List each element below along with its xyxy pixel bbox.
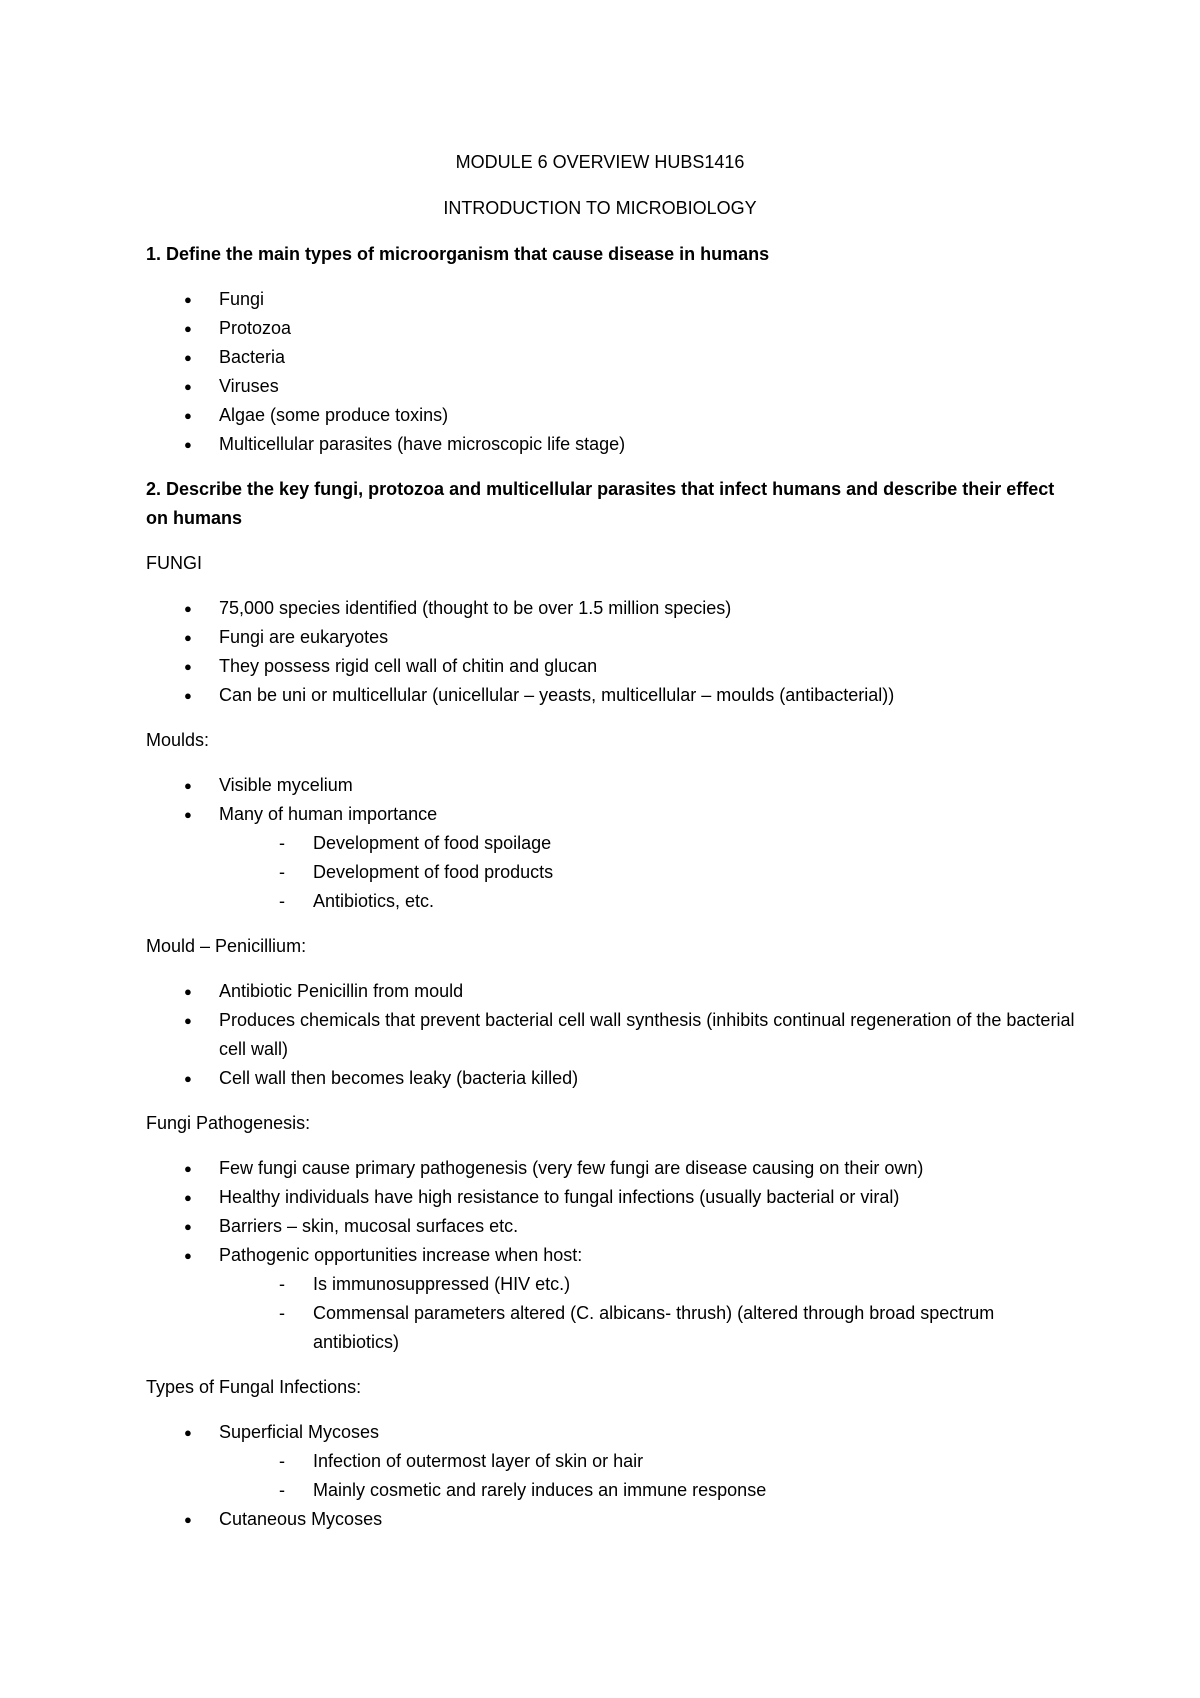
list-item: ● They possess rigid cell wall of chitin and glucan <box>146 652 1080 681</box>
dash-icon: - <box>279 1303 285 1323</box>
q1-list <box>146 285 1080 459</box>
sub-list-item: - Development of food spoilage <box>146 829 1080 858</box>
list-item: ● Visible mycelium <box>146 771 1080 800</box>
bullet-icon: ● <box>184 1190 192 1205</box>
sub-list-item: - Antibiotics, etc. <box>146 887 1080 916</box>
list-item: ● Many of human importance <box>146 800 1080 829</box>
moulds-label: Moulds: <box>146 730 210 750</box>
bullet-icon: ● <box>184 408 192 423</box>
list-item: ● Viruses <box>146 372 1080 401</box>
dash-icon: - <box>279 1480 285 1500</box>
dash-icon: - <box>279 833 285 853</box>
list-item: ● Pathogenic opportunities increase when host: <box>146 1241 1080 1270</box>
dash-icon: - <box>279 891 285 911</box>
list-item: ● Multicellular parasites (have microscopic life stage) <box>146 430 1080 459</box>
sub-list-item: - Commensal parameters altered (C. albicans- thrush) (altered through broad spectrum antibiotics) <box>146 1299 1080 1357</box>
bullet-icon: ● <box>184 984 192 999</box>
sub-list-item: - Infection of outermost layer of skin or hair <box>146 1447 1080 1476</box>
bullet-icon: ● <box>184 1013 192 1028</box>
fungi-list <box>146 594 1080 710</box>
fungi-label: FUNGI <box>146 553 202 573</box>
bullet-icon: ● <box>184 292 192 307</box>
list-item: ● Protozoa <box>146 314 1080 343</box>
types-label: Types of Fungal Infections: <box>146 1377 362 1397</box>
dash-icon: - <box>279 1274 285 1294</box>
list-item: ● Produces chemicals that prevent bacterial cell wall synthesis (inhibits continual regeneration of the bacterial cell wall) <box>146 1006 1080 1064</box>
list-item: ● Healthy individuals have high resistance to fungal infections (usually bacterial or viral) <box>146 1183 1080 1212</box>
bullet-icon: ● <box>184 1512 192 1527</box>
bullet-icon: ● <box>184 1071 192 1086</box>
sub-list-item: - Development of food products <box>146 858 1080 887</box>
bullet-icon: ● <box>184 1219 192 1234</box>
list-item: ● Fungi <box>146 285 1080 314</box>
list-item: ● Superficial Mycoses <box>146 1418 1080 1447</box>
dash-icon: - <box>279 862 285 882</box>
list-item: ● Fungi are eukaryotes <box>146 623 1080 652</box>
document-title: MODULE 6 OVERVIEW HUBS1416 <box>455 152 745 172</box>
bullet-icon: ● <box>184 659 192 674</box>
bullet-icon: ● <box>184 807 192 822</box>
list-item: ● Can be uni or multicellular (unicellular – yeasts, multicellular – moulds (antibacterial)) <box>146 681 1080 710</box>
bullet-icon: ● <box>184 688 192 703</box>
list-item: ● Bacteria <box>146 343 1080 372</box>
bullet-icon: ● <box>184 1248 192 1263</box>
types-list <box>146 1418 1080 1534</box>
list-item: ● Algae (some produce toxins) <box>146 401 1080 430</box>
list-item: ● Cutaneous Mycoses <box>146 1505 1080 1534</box>
bullet-icon: ● <box>184 1161 192 1176</box>
bullet-icon: ● <box>184 778 192 793</box>
dash-icon: - <box>279 1451 285 1471</box>
bullet-icon: ● <box>184 1425 192 1440</box>
bullet-icon: ● <box>184 321 192 336</box>
list-item: ● Few fungi cause primary pathogenesis (very few fungi are disease causing on their own) <box>146 1154 1080 1183</box>
pathogenesis-label: Fungi Pathogenesis: <box>146 1113 311 1133</box>
moulds-list <box>146 771 1080 916</box>
penicillium-label: Mould – Penicillium: <box>146 936 307 956</box>
bullet-icon: ● <box>184 601 192 616</box>
document-subtitle: INTRODUCTION TO MICROBIOLOGY <box>443 198 757 218</box>
bullet-icon: ● <box>184 630 192 645</box>
question-2-heading: 2. Describe the key fungi, protozoa and multicellular parasites that infect humans and describe their effect on humans <box>146 479 1055 528</box>
bullet-icon: ● <box>184 379 192 394</box>
list-item: ● Barriers – skin, mucosal surfaces etc. <box>146 1212 1080 1241</box>
sub-list-item: - Is immunosuppressed (HIV etc.) <box>146 1270 1080 1299</box>
pathogenesis-list <box>146 1154 1080 1357</box>
list-item: ● Antibiotic Penicillin from mould <box>146 977 1080 1006</box>
bullet-icon: ● <box>184 437 192 452</box>
sub-list-item: - Mainly cosmetic and rarely induces an immune response <box>146 1476 1080 1505</box>
penicillium-list <box>146 977 1080 1093</box>
question-1-heading: 1. Define the main types of microorganism that cause disease in humans <box>146 244 770 264</box>
list-item: ● 75,000 species identified (thought to be over 1.5 million species) <box>146 594 1080 623</box>
bullet-icon: ● <box>184 350 192 365</box>
list-item: ● Cell wall then becomes leaky (bacteria killed) <box>146 1064 1080 1093</box>
